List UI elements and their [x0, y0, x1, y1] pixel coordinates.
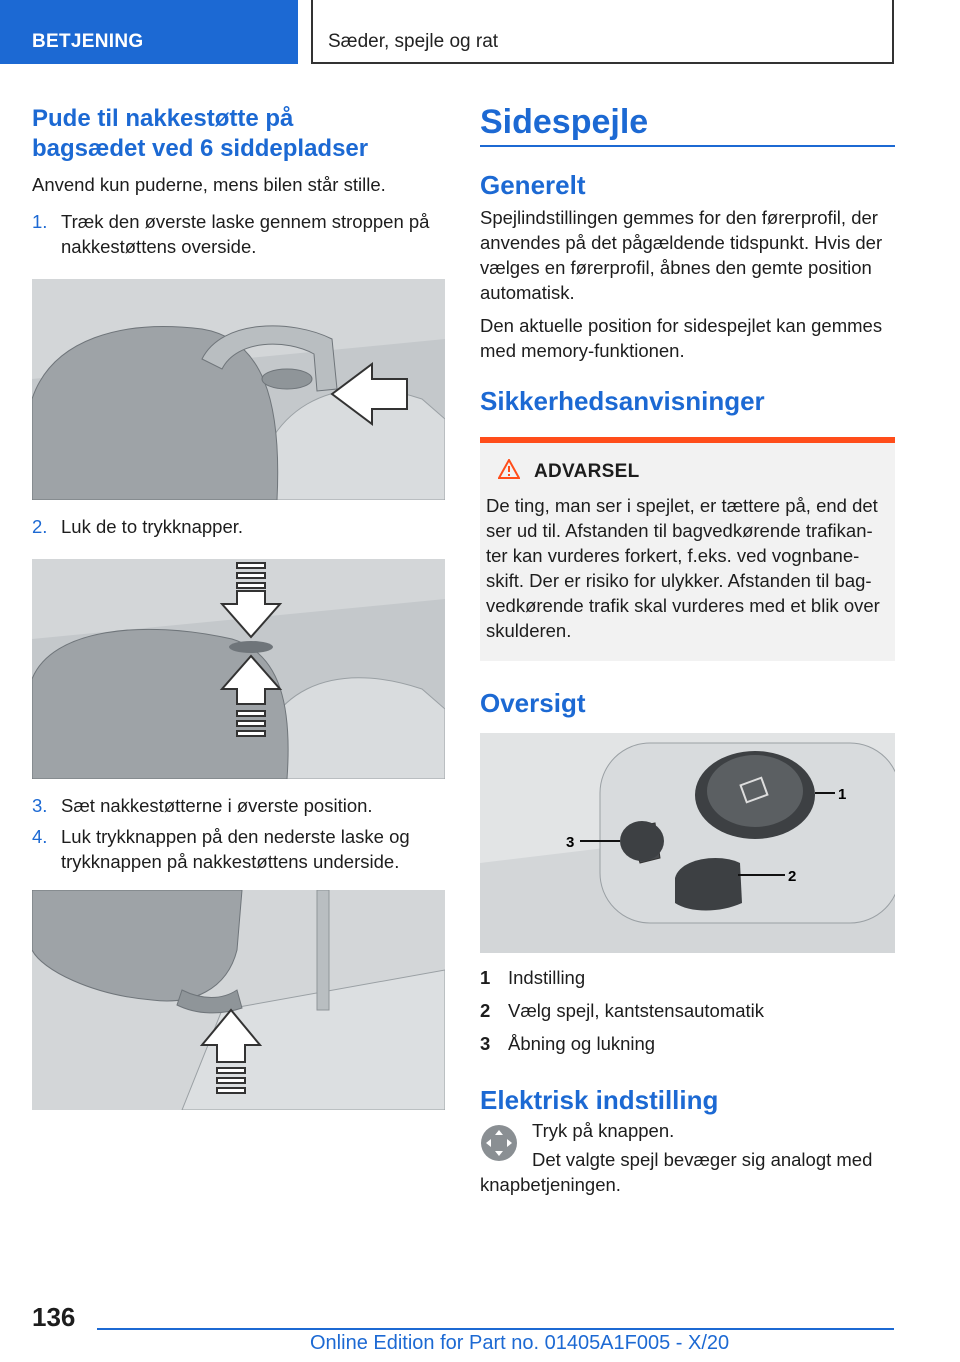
step-text: Sæt nakkestøtterne i øverste position.	[61, 795, 373, 816]
step-3	[32, 793, 445, 818]
warning-triangle-icon	[498, 459, 520, 485]
legend-list	[480, 965, 895, 1056]
mirror-controls-illustration	[480, 733, 895, 953]
legend-text: Åbning og lukning	[508, 1033, 656, 1054]
legend-number: 1	[480, 967, 491, 988]
legend-text: Vælg spejl, kantstensautomatik	[508, 1000, 765, 1021]
safety-heading: Sikkerhedsanvisninger	[480, 386, 765, 416]
electric-section	[480, 1118, 895, 1197]
headrest-strap-illustration	[32, 279, 445, 500]
warning-box	[480, 437, 895, 661]
step-text: Træk den øverste laske gennem stroppen på nakkestøttens overside.	[61, 211, 430, 257]
step-text: Luk de to trykknapper.	[61, 516, 244, 537]
mirror-adjust-button-icon	[480, 1124, 518, 1167]
left-column	[32, 104, 445, 1110]
step-text: Luk trykknappen på den nederste laske og trykknappen på nakkestøttens underside.	[61, 826, 410, 872]
step-number: 1.	[32, 211, 48, 232]
heading-rule	[480, 145, 895, 147]
page-number: 136	[32, 1302, 76, 1332]
step-4	[32, 824, 445, 874]
callout-1: 1	[838, 786, 847, 803]
intro-text: Anvend kun puderne, mens bilen står stille.	[32, 174, 386, 195]
legend-number: 3	[480, 1033, 491, 1054]
legend-item	[480, 998, 895, 1023]
step-number: 4.	[32, 826, 48, 847]
callout-3: 3	[566, 834, 575, 851]
chapter-heading: Sidespejle	[480, 103, 649, 141]
section-label: BETJENING	[32, 31, 144, 52]
step-number: 2.	[32, 516, 48, 537]
chapter-label: Sæder, spejle og rat	[328, 31, 499, 52]
right-column	[480, 100, 895, 1197]
section-title	[32, 104, 445, 164]
warning-title: ADVARSEL	[534, 461, 640, 482]
legend-text: Indstilling	[508, 967, 586, 988]
overview-heading: Oversigt	[480, 688, 586, 718]
section-title-line1: Pude til nakkestøtte på	[32, 105, 294, 132]
step-number: 3.	[32, 795, 48, 816]
headrest-underside-illustration	[32, 890, 445, 1110]
legend-item	[480, 1031, 895, 1056]
warning-header	[486, 459, 889, 485]
general-heading: Generelt	[480, 170, 586, 200]
chapter-tab	[311, 0, 894, 64]
section-title-line2: bagsædet ved 6 siddepladser	[32, 135, 369, 162]
electric-paragraph-1: Tryk på knappen.	[532, 1120, 675, 1141]
general-paragraph-1: Spejlindstillingen gemmes for den førerprofil, der anvendes på det pågældende tidspunkt. Hvis der vælges en førerprofil, åbnes den gemte position automatisk.	[480, 207, 883, 303]
general-paragraph-2: Den aktuelle position for sidespejlet kan gemmes med memory-funktionen.	[480, 315, 883, 361]
footer-rule	[97, 1328, 894, 1330]
footer-edition: Online Edition for Part no. 01405A1F005 - X/20	[310, 1332, 730, 1354]
legend-item	[480, 965, 895, 990]
electric-paragraph-2: Det valgte spejl bevæger sig analogt med knapbetjeningen.	[480, 1149, 873, 1195]
electric-heading: Elektrisk indstilling	[480, 1085, 719, 1115]
step-2	[32, 514, 445, 539]
section-tab	[0, 0, 298, 64]
headrest-pushbuttons-illustration	[32, 559, 445, 779]
step-1	[32, 209, 445, 259]
warning-text: De ting, man ser i spejlet, er tættere på, end det ser ud til. Afstanden til bagvedkørende trafikan-ter kan vurderes forkert, f.eks. ved vognbane-skift. Der er risiko for ulykker. Afstanden til bag-vedkørende trafik skal vurderes med et blik over skulderen.	[486, 495, 880, 641]
callout-2: 2	[788, 868, 797, 885]
legend-number: 2	[480, 1000, 491, 1021]
